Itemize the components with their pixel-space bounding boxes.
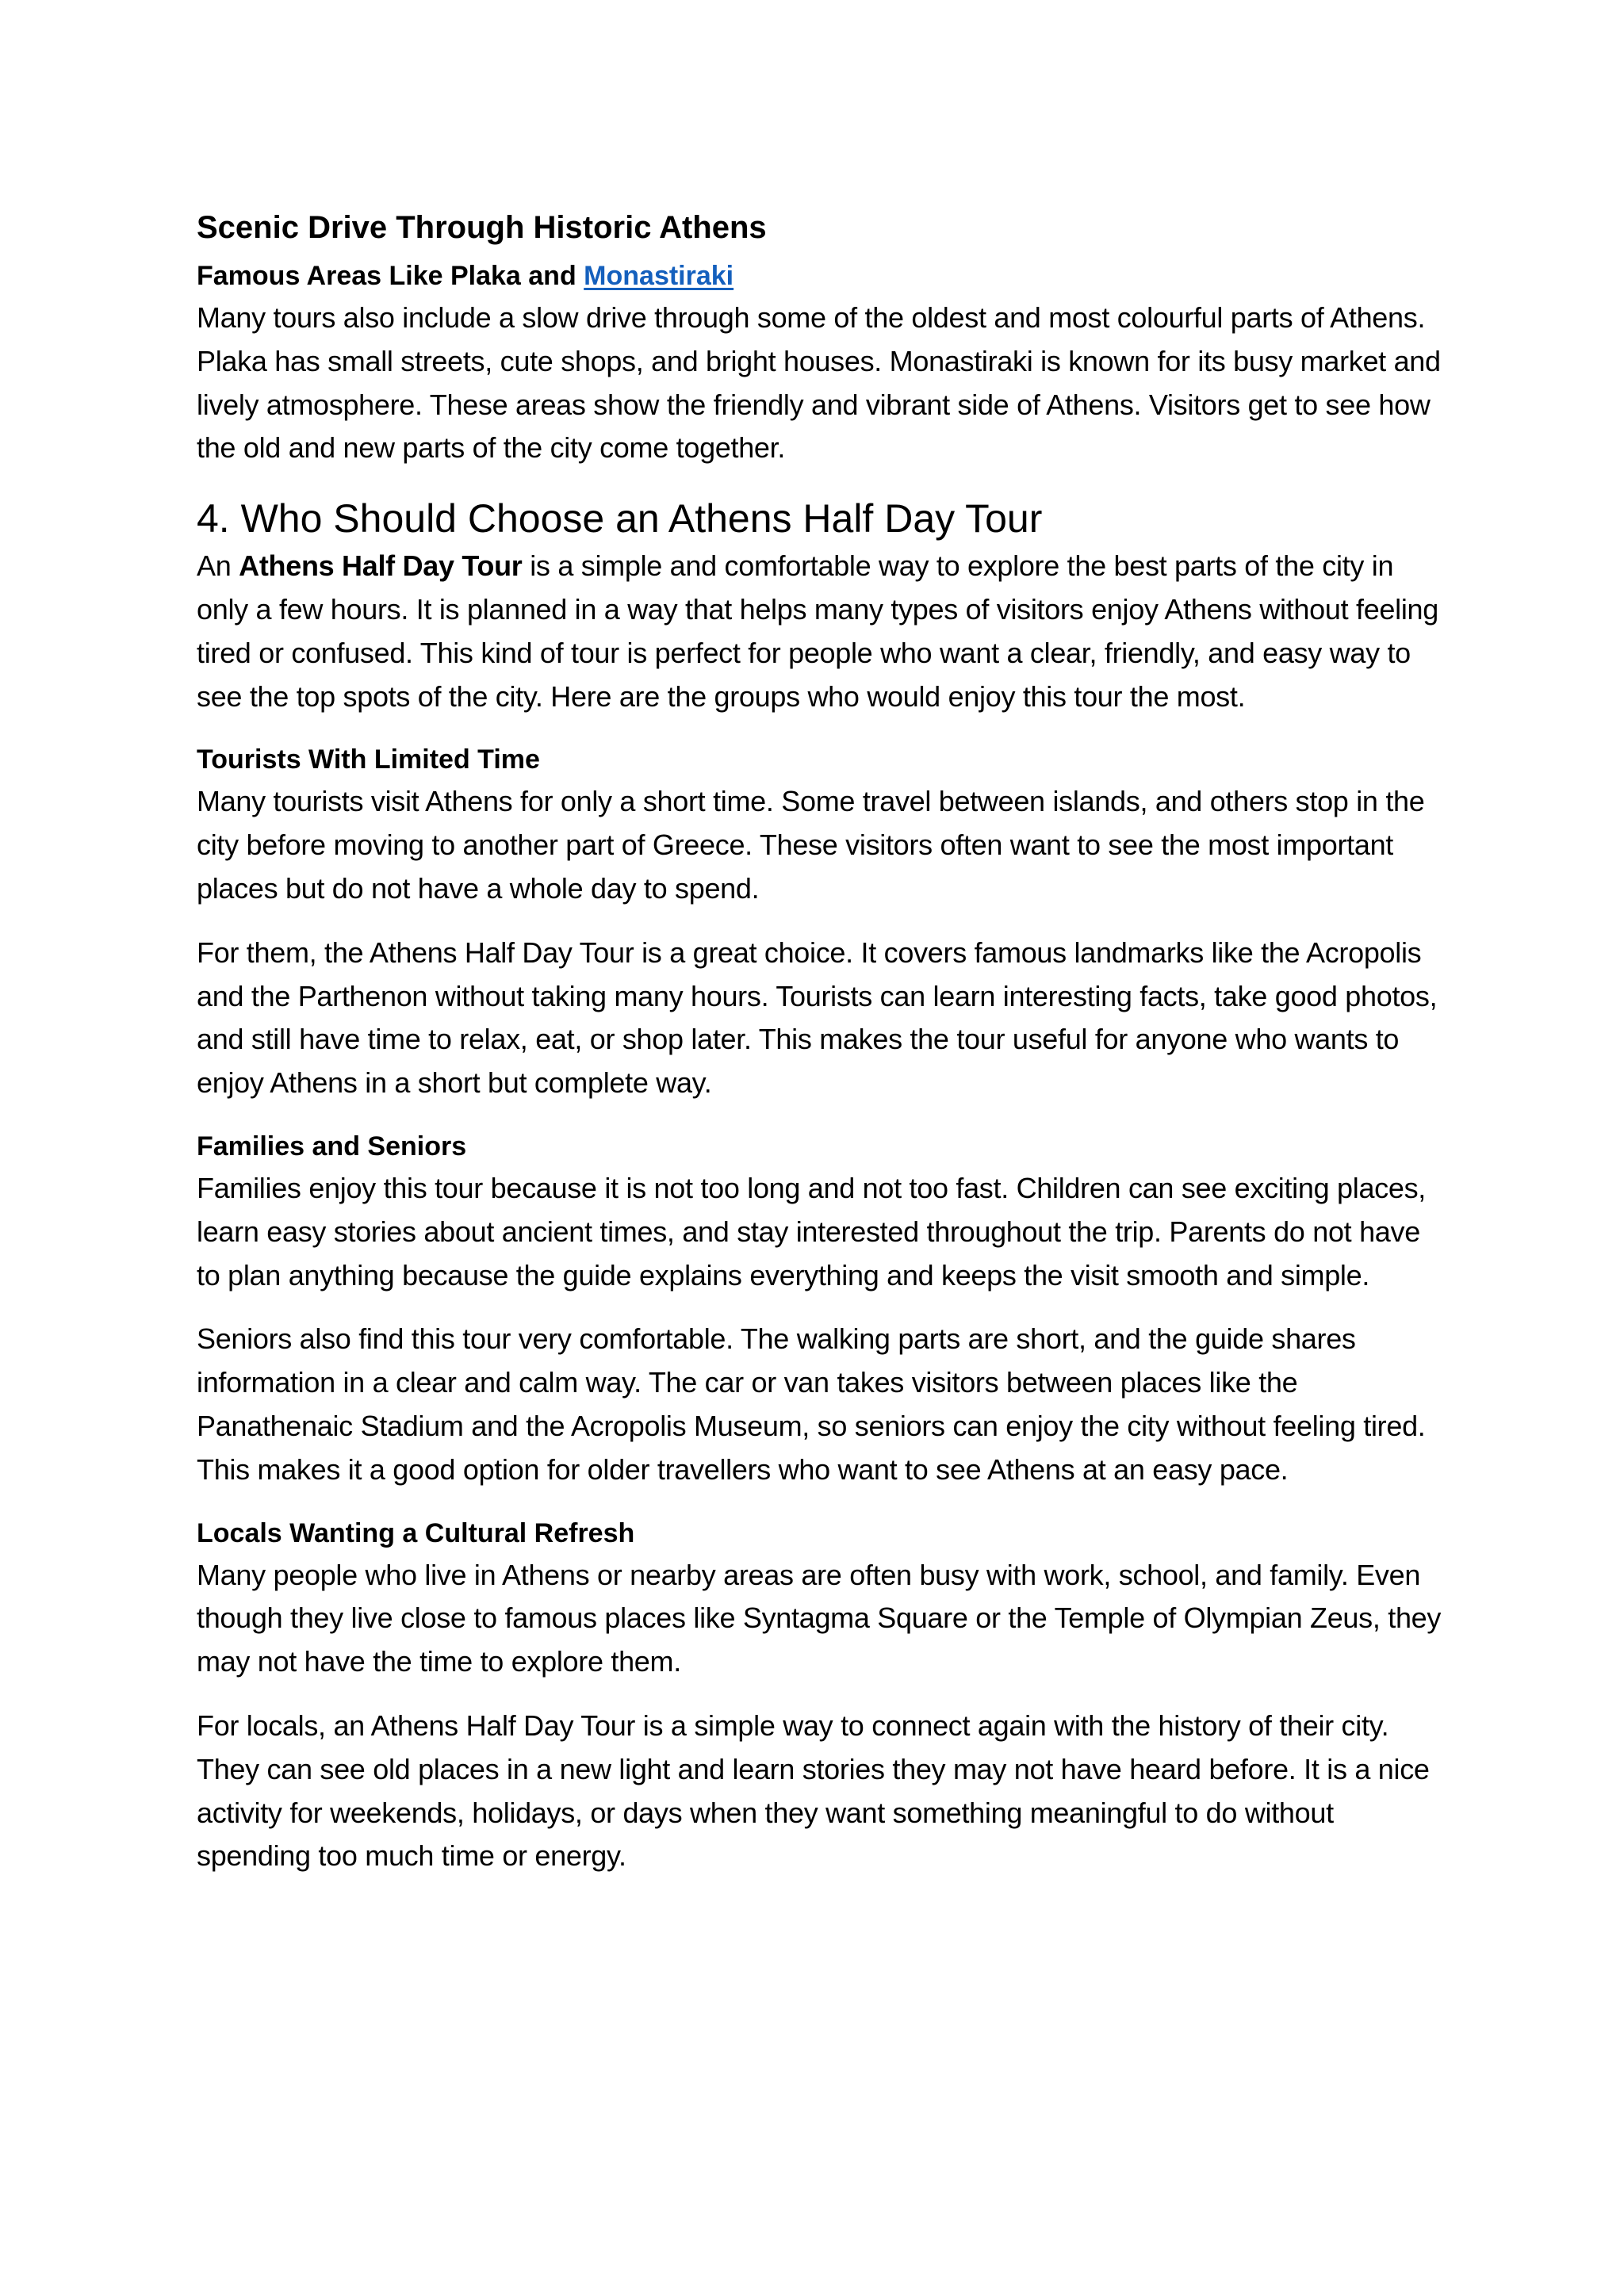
intro-rest: is a simple and comfortable way to explore the best parts of the city in only a few hours. It is planned in a way that helps many types of visitors enjoy Athens without feeling tired or confused. This kind of tour is perfect for people who want a clear, friendly, and easy way to see the top spots of the city. Here are the groups who would enjoy this tour the most. [197,549,1438,713]
tourists-paragraph-1: Many tourists visit Athens for only a short time. Some travel between islands, and others stop in the city before moving to another part of Greece. These visitors often want to see the most important places but do not have a whole day to spend. [197,785,1425,905]
monastiraki-link[interactable]: Monastiraki [584,261,734,291]
tourists-heading: Tourists With Limited Time [197,744,540,775]
document-page [197,208,1450,1878]
who-should-choose-intro [197,545,1450,718]
locals-paragraph-1: Many people who live in Athens or nearby areas are often busy with work, school, and family. Even though they live close to famous places like Syntagma Square or the Temple of Olympian Zeus, they may not have the time to explore them. [197,1558,1442,1678]
families-paragraph-2: Seniors also find this tour very comfortable. The walking parts are short, and the guide shares information in a clear and calm way. The car or van takes visitors between places like the Panathenaic Stadium and the Acropolis Museum, so seniors can enjoy the city without feeling tired. This makes it a good option for older travellers who want to see Athens at an easy pace. [197,1322,1426,1486]
famous-areas-subheading [197,255,1450,297]
locals-heading: Locals Wanting a Cultural Refresh [197,1517,635,1548]
families-paragraph-1: Families enjoy this tour because it is not too long and not too fast. Children can see exciting places, learn easy stories about ancient times, and stay interested throughout the trip. Parents do not have to plan anything because the guide explains everything and keeps the visit smooth and simple. [197,1171,1426,1292]
famous-areas-subheading-text: Famous Areas Like Plaka and [197,261,584,291]
intro-bold-term: Athens Half Day Tour [239,549,523,583]
families-heading: Families and Seniors [197,1131,467,1161]
intro-prefix: An [197,549,239,583]
scenic-drive-heading: Scenic Drive Through Historic Athens [197,210,767,245]
who-should-choose-heading: 4. Who Should Choose an Athens Half Day Tour [197,496,1043,541]
tourists-paragraph-2: For them, the Athens Half Day Tour is a great choice. It covers famous landmarks like the Acropolis and the Parthenon without taking many hours. Tourists can learn interesting facts, take good photos, and still have time to relax, eat, or shop later. This makes the tour useful for anyone who wants to enjoy Athens in a short but complete way. [197,936,1438,1100]
scenic-drive-paragraph: Many tours also include a slow drive through some of the oldest and most colourful parts of Athens. Plaka has small streets, cute shops, and bright houses. Monastiraki is known for its busy market and lively atmosphere. These areas show the friendly and vibrant side of Athens. Visitors get to see how the old and new parts of the city come together. [197,301,1441,465]
locals-paragraph-2: For locals, an Athens Half Day Tour is a simple way to connect again with the history of their city. They can see old places in a new light and learn stories they may not have heard before. It is a nice activity for weekends, holidays, or days when they want something meaningful to do without spending too much time or energy. [197,1709,1430,1873]
